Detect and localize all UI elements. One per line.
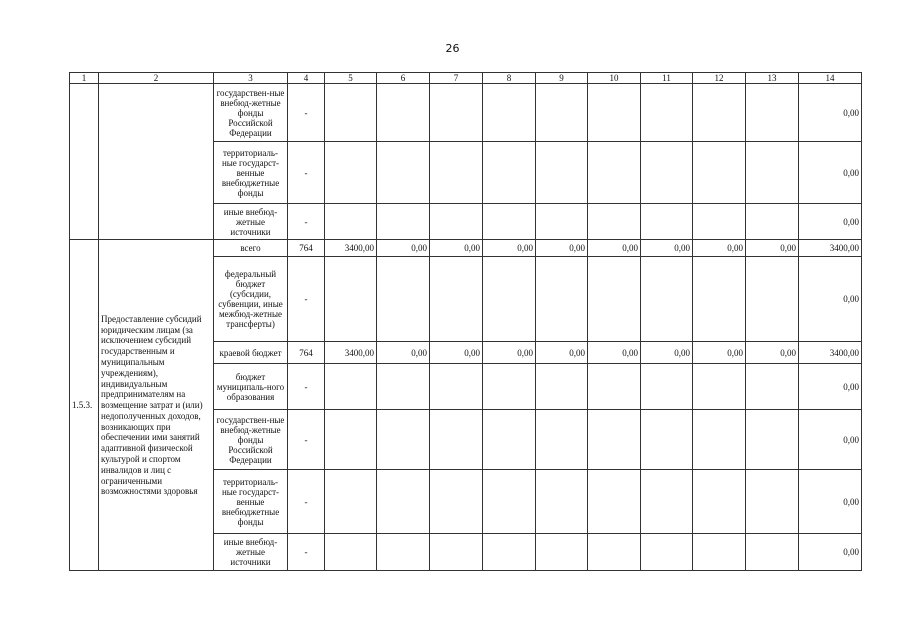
header-cell: 5 (325, 73, 377, 84)
value-cell (536, 470, 588, 534)
value-cell: 0,00 (641, 342, 693, 364)
value-cell (377, 364, 430, 410)
funding-source-cell: государствен-ные внебюд-жетные фонды Российской Федерации (214, 410, 288, 470)
value-cell (325, 534, 377, 571)
value-cell: 0,00 (430, 240, 483, 257)
value-cell (693, 410, 746, 470)
value-cell: 0,00 (799, 534, 862, 571)
value-cell (377, 534, 430, 571)
value-cell (536, 142, 588, 204)
value-cell: 0,00 (799, 257, 862, 342)
value-cell: 0,00 (799, 84, 862, 142)
funding-source-cell: иные внебюд-жетные источники (214, 534, 288, 571)
value-cell (746, 84, 799, 142)
value-cell (325, 410, 377, 470)
value-cell: 0,00 (377, 240, 430, 257)
header-cell: 10 (588, 73, 641, 84)
code-cell: - (288, 364, 325, 410)
value-cell (641, 204, 693, 240)
value-cell (483, 257, 536, 342)
header-cell: 14 (799, 73, 862, 84)
funding-source-cell: всего (214, 240, 288, 257)
value-cell (430, 410, 483, 470)
value-cell (588, 84, 641, 142)
header-cell: 12 (693, 73, 746, 84)
value-cell (430, 257, 483, 342)
funding-source-cell: территориаль-ные государст-венные внебюджетные фонды (214, 142, 288, 204)
value-cell: 3400,00 (325, 342, 377, 364)
code-cell: - (288, 257, 325, 342)
value-cell (746, 534, 799, 571)
item-name-text: Предоставление субсидий юридическим лицам (за исключением субсидий государственным и муниципальным учреждениям), индивидуальным предпринимателям на возмещение затрат и (или) недополученных доходов, возникающих при обеспечении ими занятий адаптивной физической культурой и спортом инвалидов и лиц с ограниченными возможностями здоровья (101, 313, 203, 497)
value-cell: 0,00 (799, 410, 862, 470)
value-cell (746, 410, 799, 470)
value-cell: 0,00 (693, 240, 746, 257)
value-cell (483, 204, 536, 240)
value-cell (483, 142, 536, 204)
value-cell: 0,00 (799, 364, 862, 410)
value-cell (325, 470, 377, 534)
code-cell: - (288, 84, 325, 142)
value-cell (430, 364, 483, 410)
value-cell (483, 364, 536, 410)
value-cell (430, 84, 483, 142)
value-cell (588, 142, 641, 204)
value-cell (430, 534, 483, 571)
value-cell (746, 204, 799, 240)
value-cell: 0,00 (799, 142, 862, 204)
header-cell: 8 (483, 73, 536, 84)
value-cell (325, 84, 377, 142)
value-cell (693, 84, 746, 142)
funding-source-cell: государствен-ные внебюд-жетные фонды Российской Федерации (214, 84, 288, 142)
value-cell (377, 204, 430, 240)
value-cell (588, 470, 641, 534)
header-cell: 11 (641, 73, 693, 84)
value-cell (693, 470, 746, 534)
value-cell (430, 470, 483, 534)
value-cell: 0,00 (588, 240, 641, 257)
code-cell: - (288, 204, 325, 240)
value-cell: 0,00 (746, 342, 799, 364)
code-cell: - (288, 142, 325, 204)
value-cell (536, 364, 588, 410)
value-cell: 0,00 (536, 342, 588, 364)
value-cell (377, 84, 430, 142)
value-cell (325, 257, 377, 342)
header-row (70, 73, 862, 84)
value-cell: 3400,00 (325, 240, 377, 257)
header-cell: 9 (536, 73, 588, 84)
value-cell (588, 410, 641, 470)
page-number: 26 (445, 42, 460, 55)
value-cell (641, 534, 693, 571)
funding-source-cell: территориаль-ные государст-венные внебюджетные фонды (214, 470, 288, 534)
code-cell: 764 (288, 342, 325, 364)
code-cell: 764 (288, 240, 325, 257)
value-cell (536, 410, 588, 470)
value-cell (693, 204, 746, 240)
value-cell (377, 470, 430, 534)
value-cell (430, 204, 483, 240)
table-row (70, 84, 862, 142)
value-cell: 0,00 (641, 240, 693, 257)
value-cell (430, 142, 483, 204)
value-cell (693, 534, 746, 571)
funding-source-cell: иные внебюд-жетные источники (214, 204, 288, 240)
value-cell (588, 204, 641, 240)
value-cell: 0,00 (483, 240, 536, 257)
item-number-cell: 1.5.3. (70, 240, 99, 571)
table-row (70, 240, 862, 257)
value-cell (325, 142, 377, 204)
value-cell (641, 257, 693, 342)
header-cell: 6 (377, 73, 430, 84)
value-cell (693, 142, 746, 204)
value-cell (588, 364, 641, 410)
value-cell: 3400,00 (799, 240, 862, 257)
value-cell: 0,00 (799, 470, 862, 534)
funding-source-cell: федеральный бюджет (субсидии, субвенции, иные межбюд-жетные трансферты) (214, 257, 288, 342)
value-cell (483, 84, 536, 142)
code-cell: - (288, 534, 325, 571)
value-cell: 0,00 (746, 240, 799, 257)
value-cell (536, 204, 588, 240)
value-cell (746, 364, 799, 410)
header-cell: 1 (70, 73, 99, 84)
value-cell (536, 257, 588, 342)
value-cell (746, 470, 799, 534)
funding-source-cell: бюджет муниципаль-ного образования (214, 364, 288, 410)
budget-table (69, 72, 862, 571)
value-cell (641, 84, 693, 142)
value-cell: 0,00 (536, 240, 588, 257)
item-name-cell (99, 240, 214, 571)
value-cell: 0,00 (430, 342, 483, 364)
header-cell: 7 (430, 73, 483, 84)
header-cell: 2 (99, 73, 214, 84)
value-cell (377, 142, 430, 204)
value-cell (377, 410, 430, 470)
value-cell (325, 204, 377, 240)
value-cell (641, 410, 693, 470)
value-cell (536, 84, 588, 142)
code-cell: - (288, 470, 325, 534)
item-name-cell (99, 84, 214, 240)
value-cell: 0,00 (588, 342, 641, 364)
value-cell (588, 534, 641, 571)
value-cell (325, 364, 377, 410)
value-cell (483, 470, 536, 534)
value-cell (693, 257, 746, 342)
header-cell: 3 (214, 73, 288, 84)
value-cell (641, 364, 693, 410)
header-cell: 13 (746, 73, 799, 84)
value-cell: 0,00 (693, 342, 746, 364)
value-cell (693, 364, 746, 410)
value-cell (641, 142, 693, 204)
value-cell (377, 257, 430, 342)
value-cell (483, 534, 536, 571)
value-cell (746, 142, 799, 204)
value-cell: 3400,00 (799, 342, 862, 364)
item-number-cell (70, 84, 99, 240)
value-cell (588, 257, 641, 342)
header-cell: 4 (288, 73, 325, 84)
value-cell (483, 410, 536, 470)
value-cell: 0,00 (799, 204, 862, 240)
value-cell (536, 534, 588, 571)
value-cell (641, 470, 693, 534)
value-cell (746, 257, 799, 342)
code-cell: - (288, 410, 325, 470)
value-cell: 0,00 (377, 342, 430, 364)
funding-source-cell: краевой бюджет (214, 342, 288, 364)
value-cell: 0,00 (483, 342, 536, 364)
